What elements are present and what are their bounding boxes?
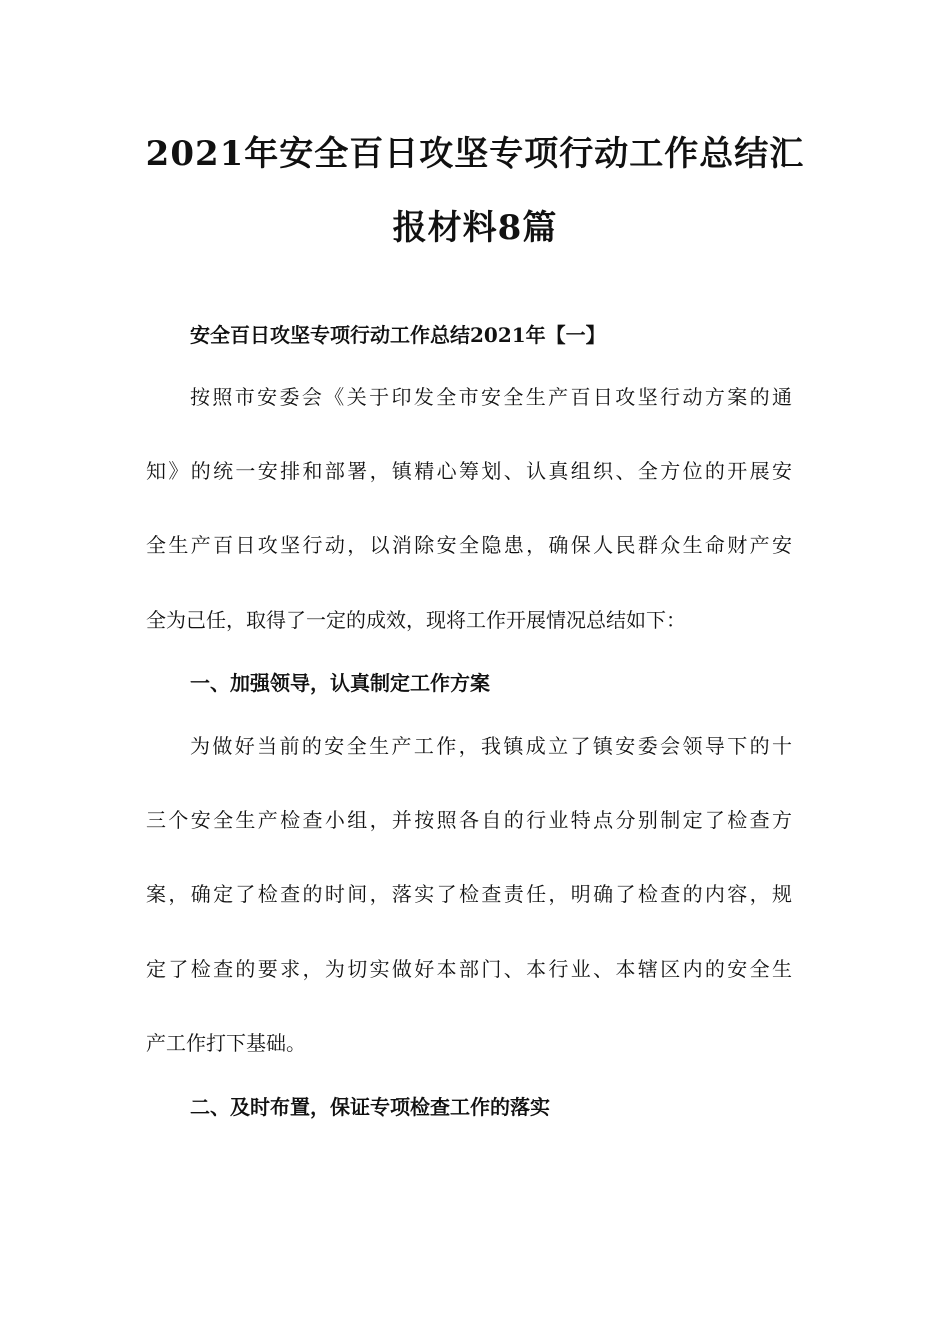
document-title-line-1: 2021年安全百日攻坚专项行动工作总结汇: [145, 134, 805, 174]
heading-2: 二、及时布置，保证专项检查工作的落实: [190, 1095, 550, 1119]
paragraph-2-line-3: 案，确定了检查的时间，落实了检查责任，明确了检查的内容，规: [146, 882, 792, 906]
paragraph-2-line-5: 产工作打下基础。: [146, 1031, 306, 1055]
heading-1: 一、加强领导，认真制定工作方案: [190, 671, 490, 695]
paragraph-1-line-2: 知》的统一安排和部署，镇精心筹划、认真组织、全方位的开展安: [146, 459, 792, 483]
paragraph-1-line-4: 全为己任，取得了一定的成效，现将工作开展情况总结如下：: [146, 608, 686, 632]
paragraph-2-line-2: 三个安全生产检查小组，并按照各自的行业特点分别制定了检查方: [146, 808, 792, 832]
document-title-line-2: 报材料8篇: [392, 208, 558, 248]
paragraph-2-line-1: 为做好当前的安全生产工作，我镇成立了镇安委会领导下的十: [190, 734, 792, 758]
paragraph-1-line-1: 按照市安委会《关于印发全市安全生产百日攻坚行动方案的通: [190, 385, 792, 409]
section-title: 安全百日攻坚专项行动工作总结2021年【一】: [190, 323, 606, 347]
paragraph-1-line-3: 全生产百日攻坚行动，以消除安全隐患，确保人民群众生命财产安: [146, 533, 792, 557]
paragraph-2-line-4: 定了检查的要求，为切实做好本部门、本行业、本辖区内的安全生: [146, 957, 792, 981]
